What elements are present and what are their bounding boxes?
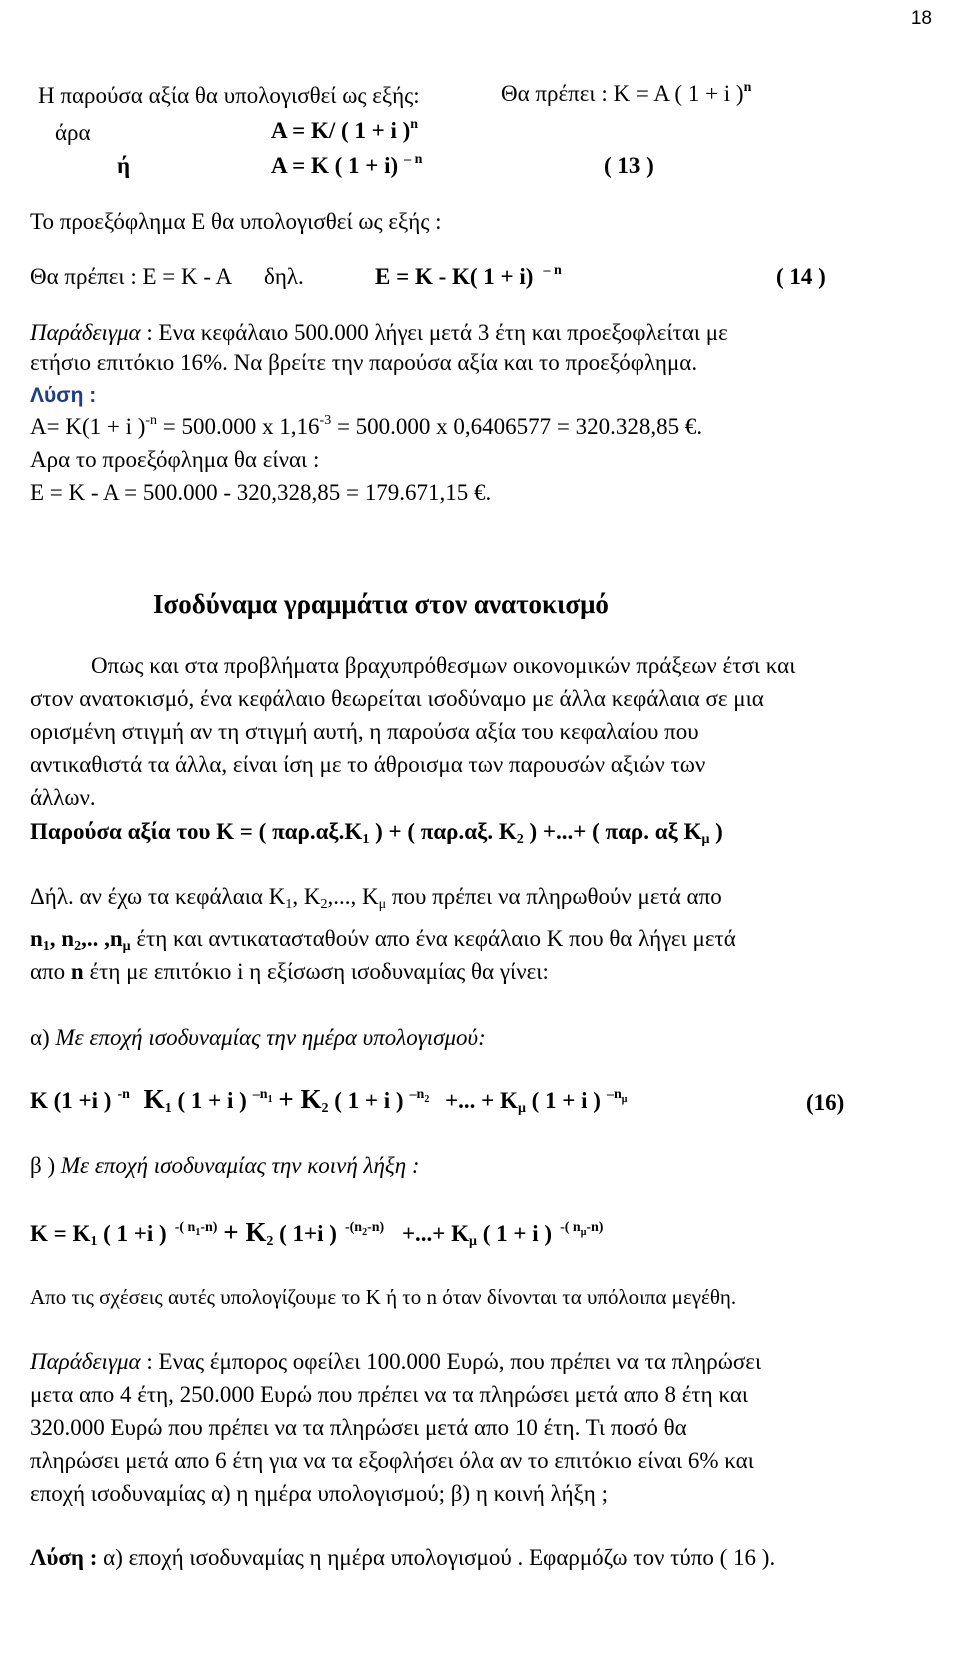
example-2-line-2: μετα απο 4 έτη, 250.000 Ευρώ που πρέπει να τα πληρώσει μετά απο 8 έτη και [30, 1382, 749, 1407]
exponent [409, 1087, 430, 1105]
solution-label: Λύση : [30, 384, 97, 407]
subscript: μ [122, 939, 131, 954]
ara-label: άρα [55, 120, 91, 145]
subscript: μ [378, 897, 387, 912]
text: ( 1 +i ) [97, 1221, 167, 1246]
case-a-label [30, 1024, 486, 1052]
text: Κ = Κ [30, 1221, 91, 1246]
solution-2-line [30, 1544, 775, 1572]
formula-common-maturity [30, 1218, 603, 1248]
text: Α = Κ/ ( 1 + i ) [271, 118, 411, 143]
subscript: 2 [516, 832, 524, 847]
text: ) [709, 819, 723, 844]
subscript: 1 [164, 1101, 172, 1116]
text: α) [30, 1025, 56, 1050]
example-label: Παράδειγμα [30, 320, 141, 345]
text: α) εποχή ισοδυναμίας η ημέρα υπολογισμού . Εφαρμόζω τον τύπο ( 16 ). [97, 1545, 776, 1570]
paragraph-line-5: άλλων. [30, 785, 96, 810]
definition-line-3 [30, 958, 549, 986]
i-label: ή [117, 153, 131, 178]
exponent: -n [145, 413, 158, 428]
text: Η παρούσα αξία θα υπολογισθεί ως εξής: [38, 83, 420, 108]
text: απο [30, 959, 71, 984]
text: ) +...+ ( παρ. αξ Κ [523, 819, 702, 844]
formula-a-divide [271, 117, 418, 145]
formula-16 [30, 1085, 627, 1115]
paragraph-line-2: στον ανατοκισμό, ένα κεφάλαιο θεωρείται ισοδύναμο με άλλα κεφάλαια σε μια [30, 686, 764, 711]
exponent [606, 1087, 628, 1105]
text: ,..., Κ [327, 884, 379, 909]
text: β ) [30, 1153, 61, 1178]
text: έτη με επιτόκιο i η εξίσωση ισοδυναμίας θα γίνει: [83, 959, 549, 984]
subscript: 1 [90, 1234, 98, 1249]
formula-k-equals [501, 80, 751, 108]
exponent: – n [404, 152, 423, 167]
exponent [344, 1220, 385, 1238]
equation-number-13: ( 13 ) [604, 153, 654, 178]
text: = 500.000 x 0,6406577 = 320.328,85 €. [331, 414, 703, 439]
subscript: 2 [424, 1094, 430, 1105]
formula-a-times [271, 152, 422, 180]
text: Ε = Κ - Κ( 1 + i) [375, 264, 534, 289]
paragraph-line-4: αντικαθιστά τα άλλα, είναι ίση με το άθροισμα των παρουσών αξιών των [30, 752, 706, 777]
text: ( 1 + i ) [328, 1088, 404, 1113]
example-2-line-4: πληρώσει μετά απο 6 έτη για να τα εξοφλήσει όλα αν το επιτόκιο είναι 6% και [30, 1448, 754, 1473]
subscript: 1 [195, 1227, 201, 1238]
formula-usage-note: Απο τις σχέσεις αυτές υπολογίζουμε το Κ ή το n όταν δίνονται τα υπόλοιπα μεγέθη. [30, 1285, 737, 1309]
paragraph-line-3: ορισμένη στιγμή αν τη στιγμή αυτή, η παρούσα αξία του κεφαλαίου που [30, 719, 699, 744]
text: Με εποχή ισοδυναμίας την ημέρα υπολογισμού: [55, 1025, 486, 1050]
subscript: μ [580, 1227, 587, 1238]
text: Α= Κ(1 + i ) [30, 414, 146, 439]
solution-label: Λύση : [30, 1545, 98, 1570]
subscript: μ [701, 832, 710, 847]
exponent: -3 [319, 413, 332, 428]
text: , Κ [292, 884, 321, 909]
text: , n [49, 926, 75, 951]
text: +...+ Κ [401, 1221, 470, 1246]
text: Με εποχή ισοδυναμίας την κοινή λήξη : [60, 1153, 420, 1178]
subscript: 1 [285, 897, 293, 912]
exponent [252, 1087, 273, 1105]
subscript: 2 [320, 897, 328, 912]
exponent: n [743, 80, 752, 95]
text: ( 1 + i ) [171, 1088, 247, 1113]
text: -n) [586, 1220, 604, 1235]
subscript: 1 [42, 939, 50, 954]
text: ) + ( παρ.αξ. Κ [369, 819, 517, 844]
subscript: 2 [266, 1234, 274, 1249]
equation-number-16: (16) [806, 1090, 845, 1115]
text: + Κ [278, 1084, 322, 1114]
discount-formula-b [375, 263, 562, 291]
text: Κ [143, 1084, 165, 1114]
text: Δήλ. αν έχω τα κεφάλαια Κ [30, 884, 286, 909]
exponent: n [410, 117, 419, 132]
discount-formula-a: Θα πρέπει : Ε = Κ - Α [30, 264, 233, 289]
text: -( n [560, 1220, 581, 1235]
subscript: 1 [362, 832, 370, 847]
text: +... + Κ [445, 1088, 518, 1113]
text: + Κ [223, 1217, 267, 1247]
page-number: 18 [910, 8, 932, 29]
text: –n [606, 1087, 622, 1102]
text: Θα πρέπει : Κ = Α ( 1 + i ) [501, 81, 744, 106]
case-b-label [30, 1152, 420, 1180]
exponent: -n [117, 1087, 130, 1102]
text: = 500.000 x 1,16 [157, 414, 320, 439]
discount-intro: Το προεξόφλημα Ε θα υπολογισθεί ως εξής : [30, 209, 442, 234]
text: : Ενα κεφάλαιο 500.000 λήγει μετά 3 έτη και προεξοφλείται με [140, 320, 728, 345]
paragraph-line-1: Οπως και στα προβλήματα βραχυπρόθεσμων οικονομικών πράξεων έτσι και [91, 653, 796, 678]
example-1-line-1 [30, 319, 728, 347]
equation-number-14: ( 14 ) [776, 264, 826, 289]
solution-line-2: Αρα το προεξόφλημα θα είναι : [30, 447, 320, 472]
definition-line-2 [30, 925, 736, 953]
text: έτη και αντικατασταθούν απο ένα κεφάλαιο Κ που θα λήγει μετά [130, 926, 736, 951]
text: n [30, 926, 43, 951]
text: -(n [344, 1220, 363, 1235]
text: ( 1 + i ) [525, 1088, 601, 1113]
example-2-line-3: 320.000 Ευρώ που πρέπει να τα πληρώσει μετά απο 10 έτη. Τι ποσό θα [30, 1415, 687, 1440]
definition-line-1 [30, 883, 722, 911]
section-heading: Ισοδύναμα γραμμάτια στον ανατοκισμό [153, 589, 609, 619]
exponent: – n [543, 263, 562, 278]
text: ( 1 + i ) [476, 1221, 553, 1246]
text: Α = Κ ( 1 + i) [271, 153, 399, 178]
subscript: 2 [362, 1227, 368, 1238]
text: –n [252, 1087, 268, 1102]
exponent [174, 1220, 218, 1238]
text: -n) [367, 1220, 385, 1235]
exponent [560, 1220, 604, 1238]
text: : Ενας έμπορος οφείλει 100.000 Ευρώ, που πρέπει να τα πληρώσει [140, 1349, 762, 1374]
text: ( 1+i ) [273, 1221, 337, 1246]
subscript: μ [469, 1234, 477, 1249]
solution-line-1 [30, 413, 702, 441]
subscript: 1 [267, 1094, 273, 1105]
text: ,.. ,n [81, 926, 123, 951]
subscript: 2 [321, 1101, 329, 1116]
text: -( n [174, 1220, 196, 1235]
text: –n [409, 1087, 425, 1102]
text: που πρέπει να πληρωθούν μετά απο [386, 884, 722, 909]
subscript: μ [517, 1101, 526, 1116]
text: n [70, 959, 84, 984]
present-value-formula [30, 818, 723, 846]
solution-line-3: Ε = Κ - Α = 500.000 - 320,328,85 = 179.671,15 €. [30, 480, 492, 505]
example-label: Παράδειγμα [30, 1349, 141, 1374]
example-1-line-2: ετήσιο επιτόκιο 16%. Να βρείτε την παρούσα αξία και το προεξόφλημα. [30, 350, 698, 375]
example-2-line-1 [30, 1348, 761, 1376]
dil-label: δηλ. [264, 264, 304, 289]
subscript: 2 [74, 939, 82, 954]
text: -n) [200, 1220, 218, 1235]
present-value-intro [38, 82, 420, 110]
subscript: μ [621, 1094, 628, 1105]
text: Παρούσα αξία του Κ = ( παρ.αξ.Κ [30, 819, 363, 844]
example-2-line-5: εποχή ισοδυναμίας α) η ημέρα υπολογισμού; β) η κοινή λήξη ; [30, 1481, 608, 1506]
text: Κ (1 +i ) [30, 1088, 112, 1113]
